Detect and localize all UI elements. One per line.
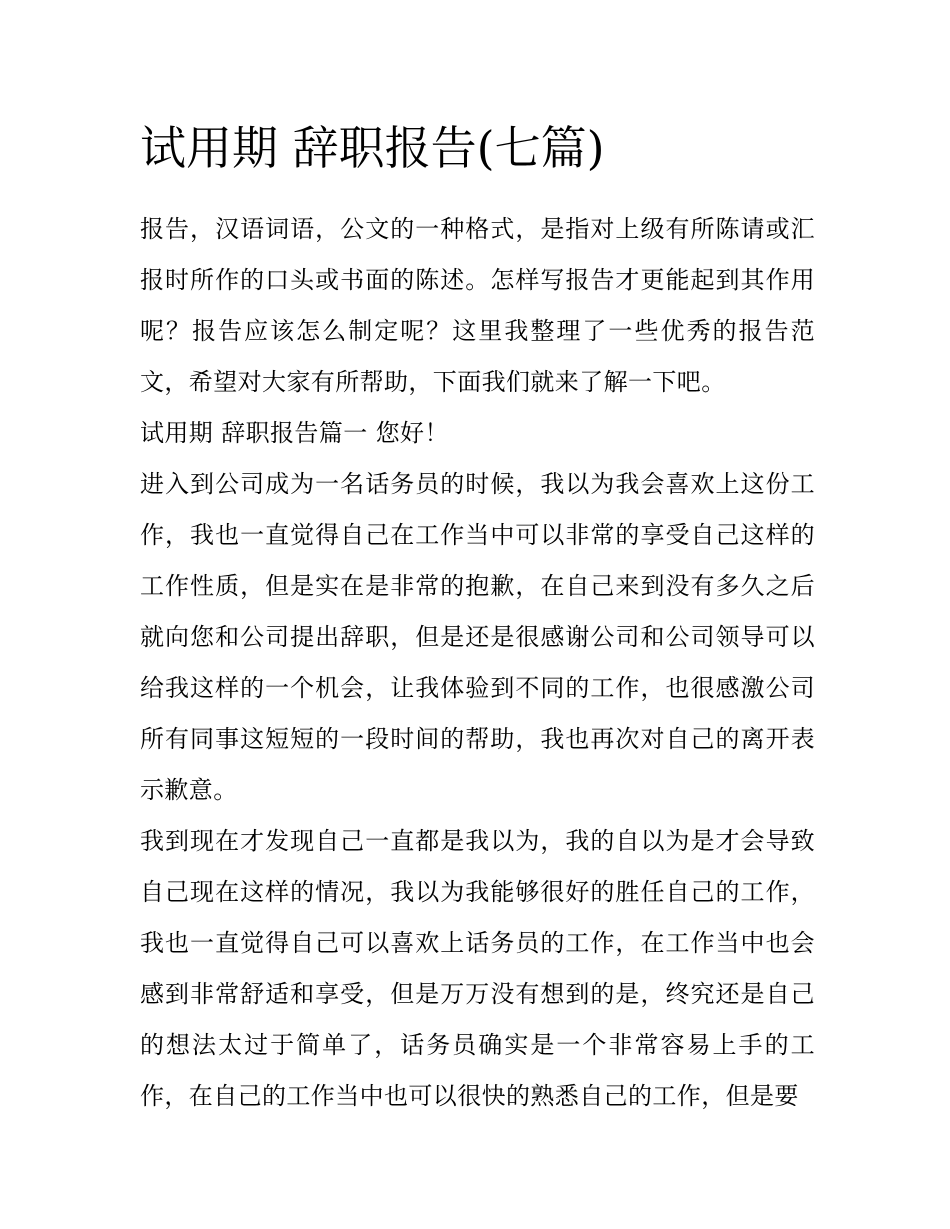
document-title: 试用期 辞职报告(七篇) [140,121,605,175]
section-heading-paragraph: 试用期 辞职报告篇一 您好！ [140,419,449,447]
intro-paragraph: 报告，汉语词语，公文的一种格式，是指对上级有所陈请或汇报时所作的口头或书面的陈述。怎样写报告才更能起到其作用呢？报告应该怎么制定呢？这里我整理了一些优秀的报告范文，希望对大家有所帮助，下面我们就来了解一下吧。 [140,215,815,396]
document-content [140,116,815,1122]
document-body [140,204,815,1122]
body-paragraph: 我到现在才发现自己一直都是我以为，我的自以为是才会导致自己现在这样的情况，我以为我能够很好的胜任自己的工作，我也一直觉得自己可以喜欢上话务员的工作，在工作当中也会感到非常舒适和享受，但是万万没有想到的是，终究还是自己的想法太过于简单了，话务员确实是一个非常容易上手的工作，在自己的工作当中也可以很快的熟悉自己的工作，但是要 [140,827,815,1110]
body-paragraph: 进入到公司成为一名话务员的时候，我以为我会喜欢上这份工作，我也一直觉得自己在工作当中可以非常的享受自己这样的工作性质，但是实在是非常的抱歉，在自己来到没有多久之后就向您和公司提出辞职，但是还是很感谢公司和公司领导可以给我这样的一个机会，让我体验到不同的工作，也很感激公司所有同事这短短的一段时间的帮助，我也再次对自己的离开表示歉意。 [140,470,815,804]
